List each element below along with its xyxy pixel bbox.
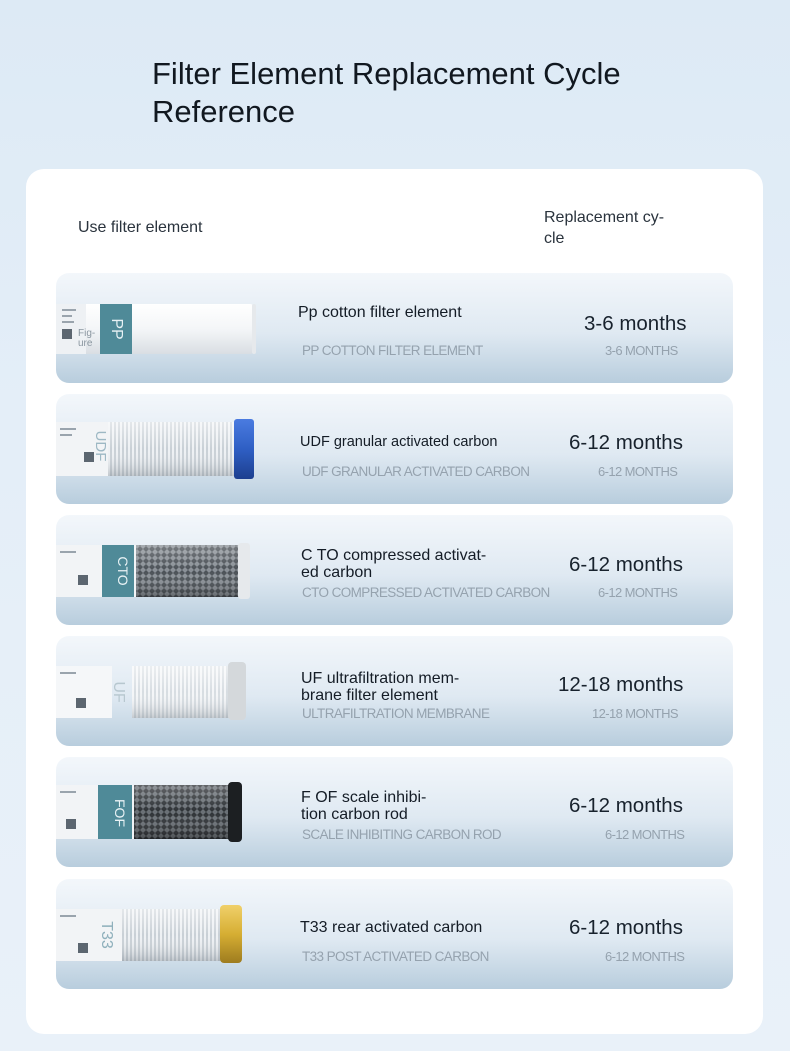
replacement-cycle: 6-12 months — [569, 794, 683, 817]
filter-name-en: ULTRAFILTRATION MEMBRANE — [302, 706, 490, 721]
replacement-cycle-en: 6-12 MONTHS — [598, 464, 678, 479]
filter-name — [301, 789, 551, 823]
filter-name-en: UDF GRANULAR ACTIVATED CARBON — [302, 464, 530, 479]
svg-text:UF: UF — [110, 681, 127, 703]
udf-filter-image — [56, 416, 266, 482]
replacement-cycle: 6-12 months — [569, 916, 683, 939]
filter-name — [300, 919, 550, 936]
replacement-cycle-en: 6-12 MONTHS — [605, 827, 685, 842]
svg-text:PP: PP — [108, 318, 125, 340]
filter-name-en: SCALE INHIBITING CARBON ROD — [302, 827, 502, 842]
table-row-pp-cotton — [56, 273, 733, 383]
replacement-cycle-en: 12-18 MONTHS — [592, 706, 678, 721]
replacement-cycle: 6-12 months — [569, 431, 683, 454]
svg-text:CTO: CTO — [115, 556, 131, 586]
svg-text:T33: T33 — [98, 921, 115, 949]
filter-name-en: T33 POST ACTIVATED CARBON — [302, 949, 489, 964]
filter-name — [301, 670, 551, 704]
reference-table — [26, 169, 763, 1034]
filter-name — [298, 304, 548, 321]
column-header-filter: Use filter element — [78, 219, 203, 236]
svg-text:FOF: FOF — [112, 799, 128, 827]
table-row-cto — [56, 515, 733, 625]
column-header-cycle — [544, 207, 694, 249]
pp-badge-note: Fig- ure — [78, 328, 96, 349]
table-row-uf — [56, 636, 733, 746]
table-row-t33 — [56, 879, 733, 989]
filter-name-text: F OF scale inhibi- tion carbon rod — [301, 789, 427, 823]
replacement-cycle: 12-18 months — [558, 673, 684, 696]
filter-name-text: T33 rear activated carbon — [300, 919, 483, 936]
t33-filter-image — [56, 901, 266, 967]
replacement-cycle: 3-6 months — [584, 312, 687, 335]
column-header-cycle-text: Replacement cy- cle — [544, 209, 665, 247]
replacement-cycle-en: 6-12 MONTHS — [598, 585, 678, 600]
fof-filter-image — [56, 779, 266, 845]
table-row-fof — [56, 757, 733, 867]
replacement-cycle-en: 6-12 MONTHS — [605, 949, 685, 964]
page-title: Filter Element Replacement Cycle Reference — [152, 56, 621, 129]
uf-filter-image — [56, 658, 266, 724]
filter-name — [301, 547, 551, 581]
replacement-cycle: 6-12 months — [569, 553, 683, 576]
filter-name-en: PP COTTON FILTER ELEMENT — [302, 343, 483, 358]
table-row-udf — [56, 394, 733, 504]
filter-name-en: CTO COMPRESSED ACTIVATED CARBON — [302, 585, 550, 600]
replacement-cycle-en: 3-6 MONTHS — [605, 343, 678, 358]
cto-filter-image — [56, 537, 266, 603]
pp-cotton-filter-image — [56, 295, 266, 361]
filter-name-text: C TO compressed activat- ed carbon — [301, 547, 487, 581]
filter-name — [300, 434, 550, 451]
filter-name-text: Pp cotton filter element — [298, 304, 462, 321]
filter-name-text: UDF granular activated carbon — [300, 434, 498, 450]
filter-name-text: UF ultrafiltration mem- brane filter element — [301, 670, 460, 704]
svg-text:UDF: UDF — [92, 430, 109, 462]
